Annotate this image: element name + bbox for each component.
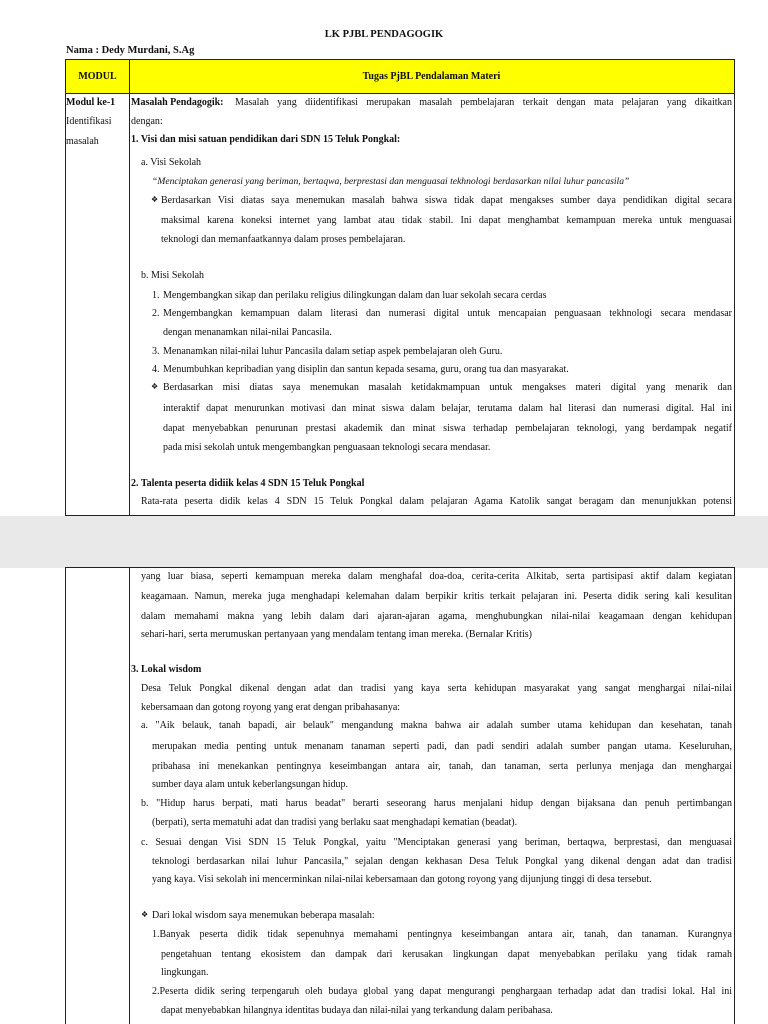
section-heading-lokal-wisdom: 3. Lokal wisdom xyxy=(131,664,202,675)
module-number: Modul ke-1 xyxy=(66,97,116,108)
header-tugas: Tugas PjBL Pendalaman Materi xyxy=(362,71,501,82)
page-separator xyxy=(0,516,768,568)
talenta-paragraph-start: Rata-rata peserta didik kelas 4 SDN 15 Teluk Pongkal dalam pelajaran Agama Katolik sangat beragam dan menunjukkan potensi xyxy=(141,496,732,507)
visi-quote: “Menciptakan generasi yang beriman, bertaqwa, berprestasi dan menguasai tekhnologi berdasarkan nilai luhur pancasila” xyxy=(152,176,630,187)
author-name: Nama : Dedy Murdani, S.Ag xyxy=(66,45,195,56)
page-title: LK PJBL PENDAGOGIK xyxy=(324,29,444,40)
misi-bullet-icon: ❖ xyxy=(151,382,159,391)
misi-label: b. Misi Sekolah xyxy=(141,270,205,281)
module-topic-2: masalah xyxy=(66,136,99,147)
visi-bullet-icon: ❖ xyxy=(151,195,159,204)
section-heading-talenta: 2. Talenta peserta didiik kelas 4 SDN 15 Teluk Pongkal xyxy=(131,478,365,489)
header-modul: MODUL xyxy=(78,71,117,82)
module-topic-1: Identifikasi xyxy=(66,116,112,127)
section-heading-visi-misi: 1. Visi dan misi satuan pendidikan dari SDN 15 Teluk Pongkal: xyxy=(131,134,401,145)
visi-label: a. Visi Sekolah xyxy=(141,157,202,168)
dari-lokal-label: Dari lokal wisdom saya menemukan beberapa masalah: xyxy=(152,910,375,921)
dari-bullet-icon: ❖ xyxy=(141,910,149,919)
